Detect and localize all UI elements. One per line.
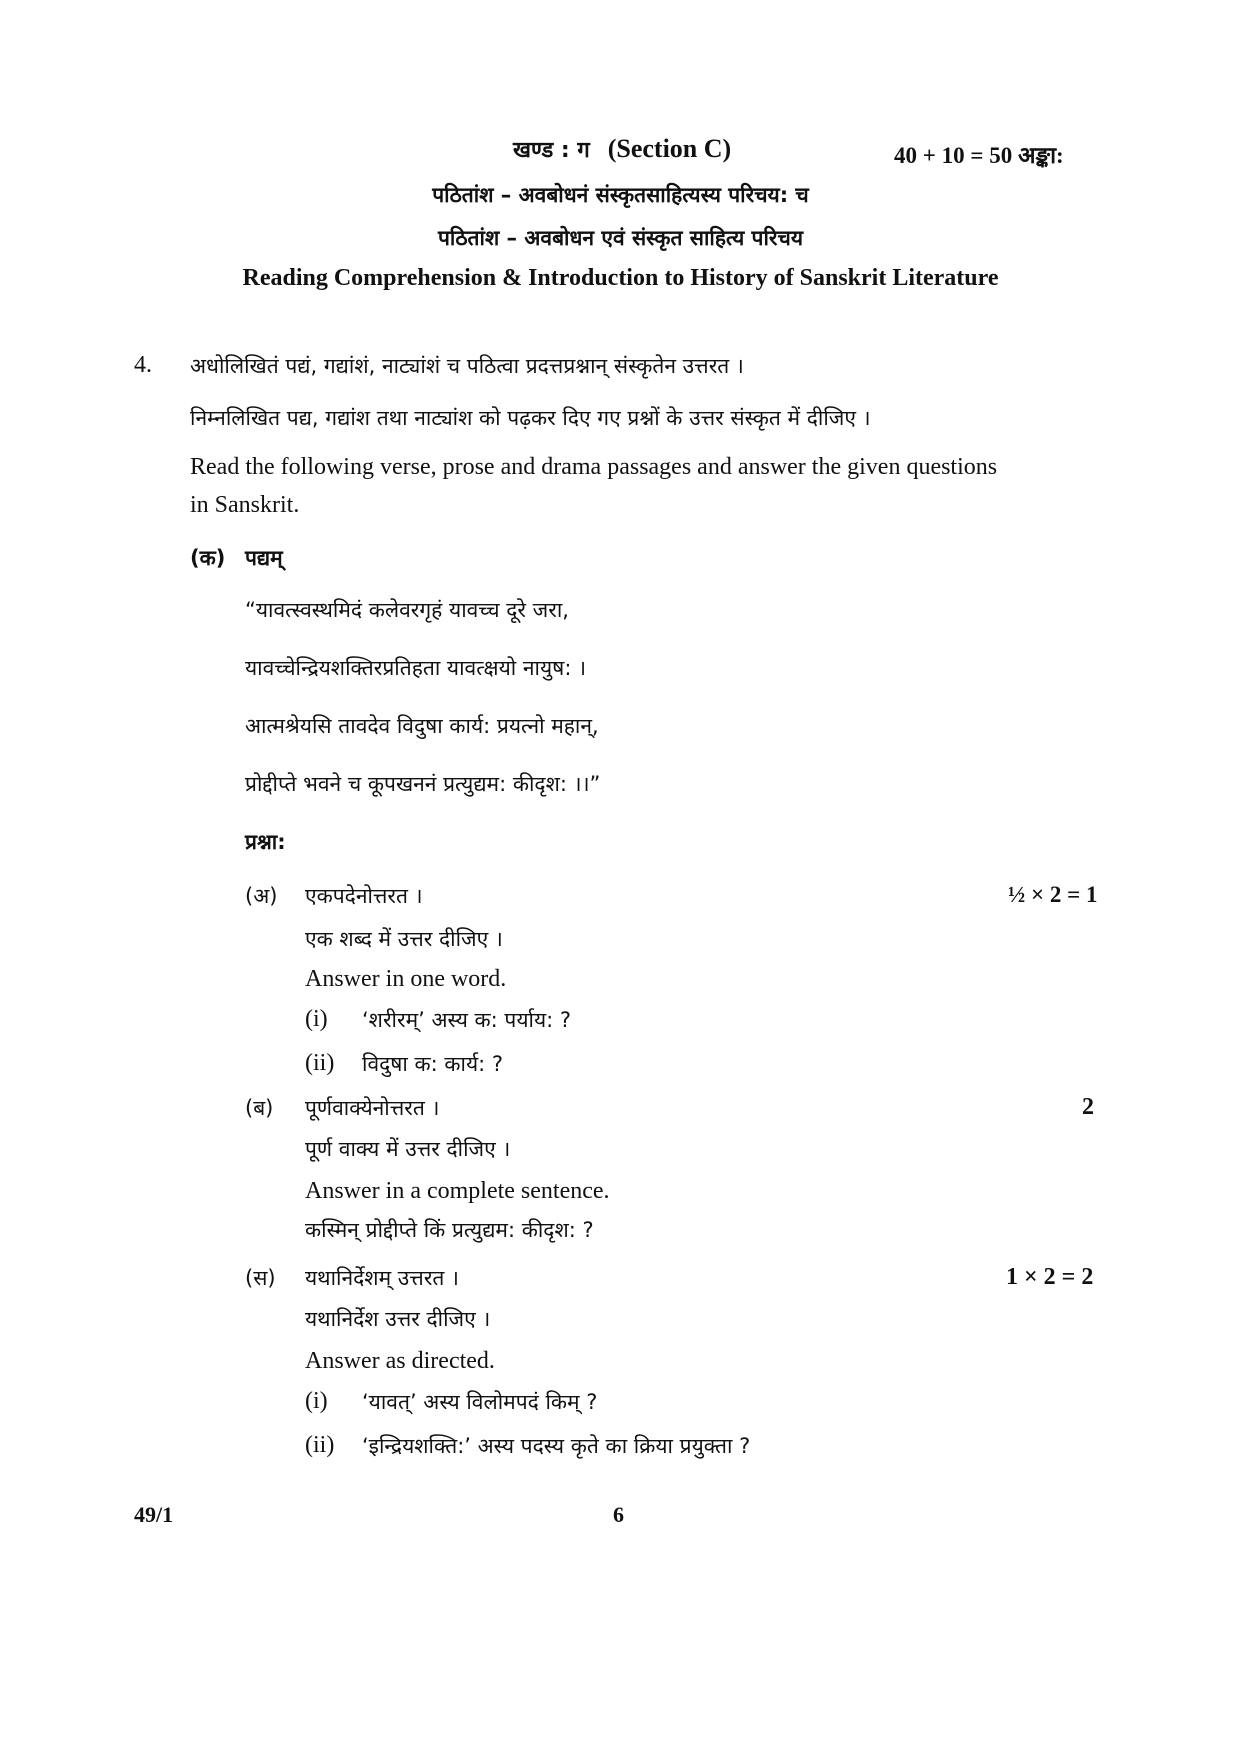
item-number: (ii) xyxy=(305,1050,335,1076)
subquestion-instruction-sanskrit: पूर्णवाक्येनोत्तरत । xyxy=(305,1096,440,1120)
subquestion-label: (ब) xyxy=(245,1096,274,1120)
item-text: ‘यावत्’ अस्य विलोमपदं किम् ? xyxy=(362,1390,598,1414)
part-label: (क) xyxy=(190,546,226,570)
verse-line: “यावत्स्वस्थमिदं कलेवरगृहं यावच्च दूरे जरा, xyxy=(245,598,569,622)
subquestion-instruction-english: Answer in a complete sentence. xyxy=(305,1178,610,1204)
item-number: (i) xyxy=(305,1388,328,1414)
instruction-sanskrit: अधोलिखितं पद्यं, गद्यांशं, नाट्यांशं च पठित्वा प्रदत्तप्रश्नान् संस्कृतेन उत्तरत । xyxy=(190,354,744,378)
part-title: पद्यम् xyxy=(245,546,283,570)
subquestion-instruction-english: Answer in one word. xyxy=(305,966,507,992)
section-heading-english: (Section C) xyxy=(607,134,732,163)
instruction-english-line2: in Sanskrit. xyxy=(190,492,300,518)
subquestion-instruction-sanskrit: एकपदेनोत्तरत । xyxy=(305,884,423,908)
item-text: कस्मिन् प्रोद्दीप्ते किं प्रत्युद्यम: कीदृश: ? xyxy=(305,1218,594,1242)
instruction-hindi: निम्नलिखित पद्य, गद्यांश तथा नाट्यांश को पढ़कर दिए गए प्रश्नों के उत्तर संस्कृत में दीजिए । xyxy=(190,406,871,430)
item-number: (i) xyxy=(305,1006,328,1032)
section-heading-hindi: खण्ड : ग xyxy=(513,138,590,163)
subquestion-marks: ½ × 2 = 1 xyxy=(1008,882,1098,907)
item-number: (ii) xyxy=(305,1432,335,1458)
section-subtitle-english: Reading Comprehension & Introduction to History of Sanskrit Literature xyxy=(242,265,999,291)
subquestion-instruction-hindi: यथानिर्देश उत्तर दीजिए । xyxy=(305,1307,491,1331)
questions-heading: प्रश्ना: xyxy=(245,830,286,854)
page-number: 6 xyxy=(613,1502,624,1527)
subquestion-instruction-sanskrit: यथानिर्देशम् उत्तरत । xyxy=(305,1266,460,1290)
item-text: ‘इन्द्रियशक्ति:’ अस्य पदस्य कृते का क्रिया प्रयुक्ता ? xyxy=(362,1434,751,1458)
section-heading xyxy=(513,134,731,164)
item-text: ‘शरीरम्’ अस्य क: पर्याय: ? xyxy=(362,1008,572,1032)
section-subtitle-hindi: पठितांश – अवबोधन एवं संस्कृत साहित्य परिचय xyxy=(437,226,804,250)
paper-code: 49/1 xyxy=(134,1502,174,1527)
question-number: 4. xyxy=(134,352,152,378)
section-subtitle-sanskrit: पठितांश – अवबोधनं संस्कृतसाहित्यस्य परिचय: च xyxy=(432,183,809,207)
verse-line: आत्मश्रेयसि तावदेव विदुषा कार्य: प्रयत्नो महान्, xyxy=(245,714,599,738)
item-text: विदुषा क: कार्य: ? xyxy=(362,1052,504,1076)
instruction-english-line1: Read the following verse, prose and drama passages and answer the given questions xyxy=(190,454,998,480)
section-marks: 40 + 10 = 50 अङ्का: xyxy=(894,143,1064,168)
subquestion-marks: 1 × 2 = 2 xyxy=(1006,1264,1094,1290)
verse-line: यावच्चेन्द्रियशक्तिरप्रतिहता यावत्क्षयो नायुष: । xyxy=(245,656,587,680)
subquestion-instruction-english: Answer as directed. xyxy=(305,1348,495,1374)
subquestion-label: (अ) xyxy=(245,884,278,908)
subquestion-marks: 2 xyxy=(1082,1094,1094,1120)
subquestion-label: (स) xyxy=(245,1266,276,1290)
subquestion-instruction-hindi: पूर्ण वाक्य में उत्तर दीजिए । xyxy=(305,1137,511,1161)
subquestion-instruction-hindi: एक शब्द में उत्तर दीजिए । xyxy=(305,927,503,951)
verse-line: प्रोद्दीप्ते भवने च कूपखननं प्रत्युद्यम: कीदृश: ।।” xyxy=(245,772,601,796)
